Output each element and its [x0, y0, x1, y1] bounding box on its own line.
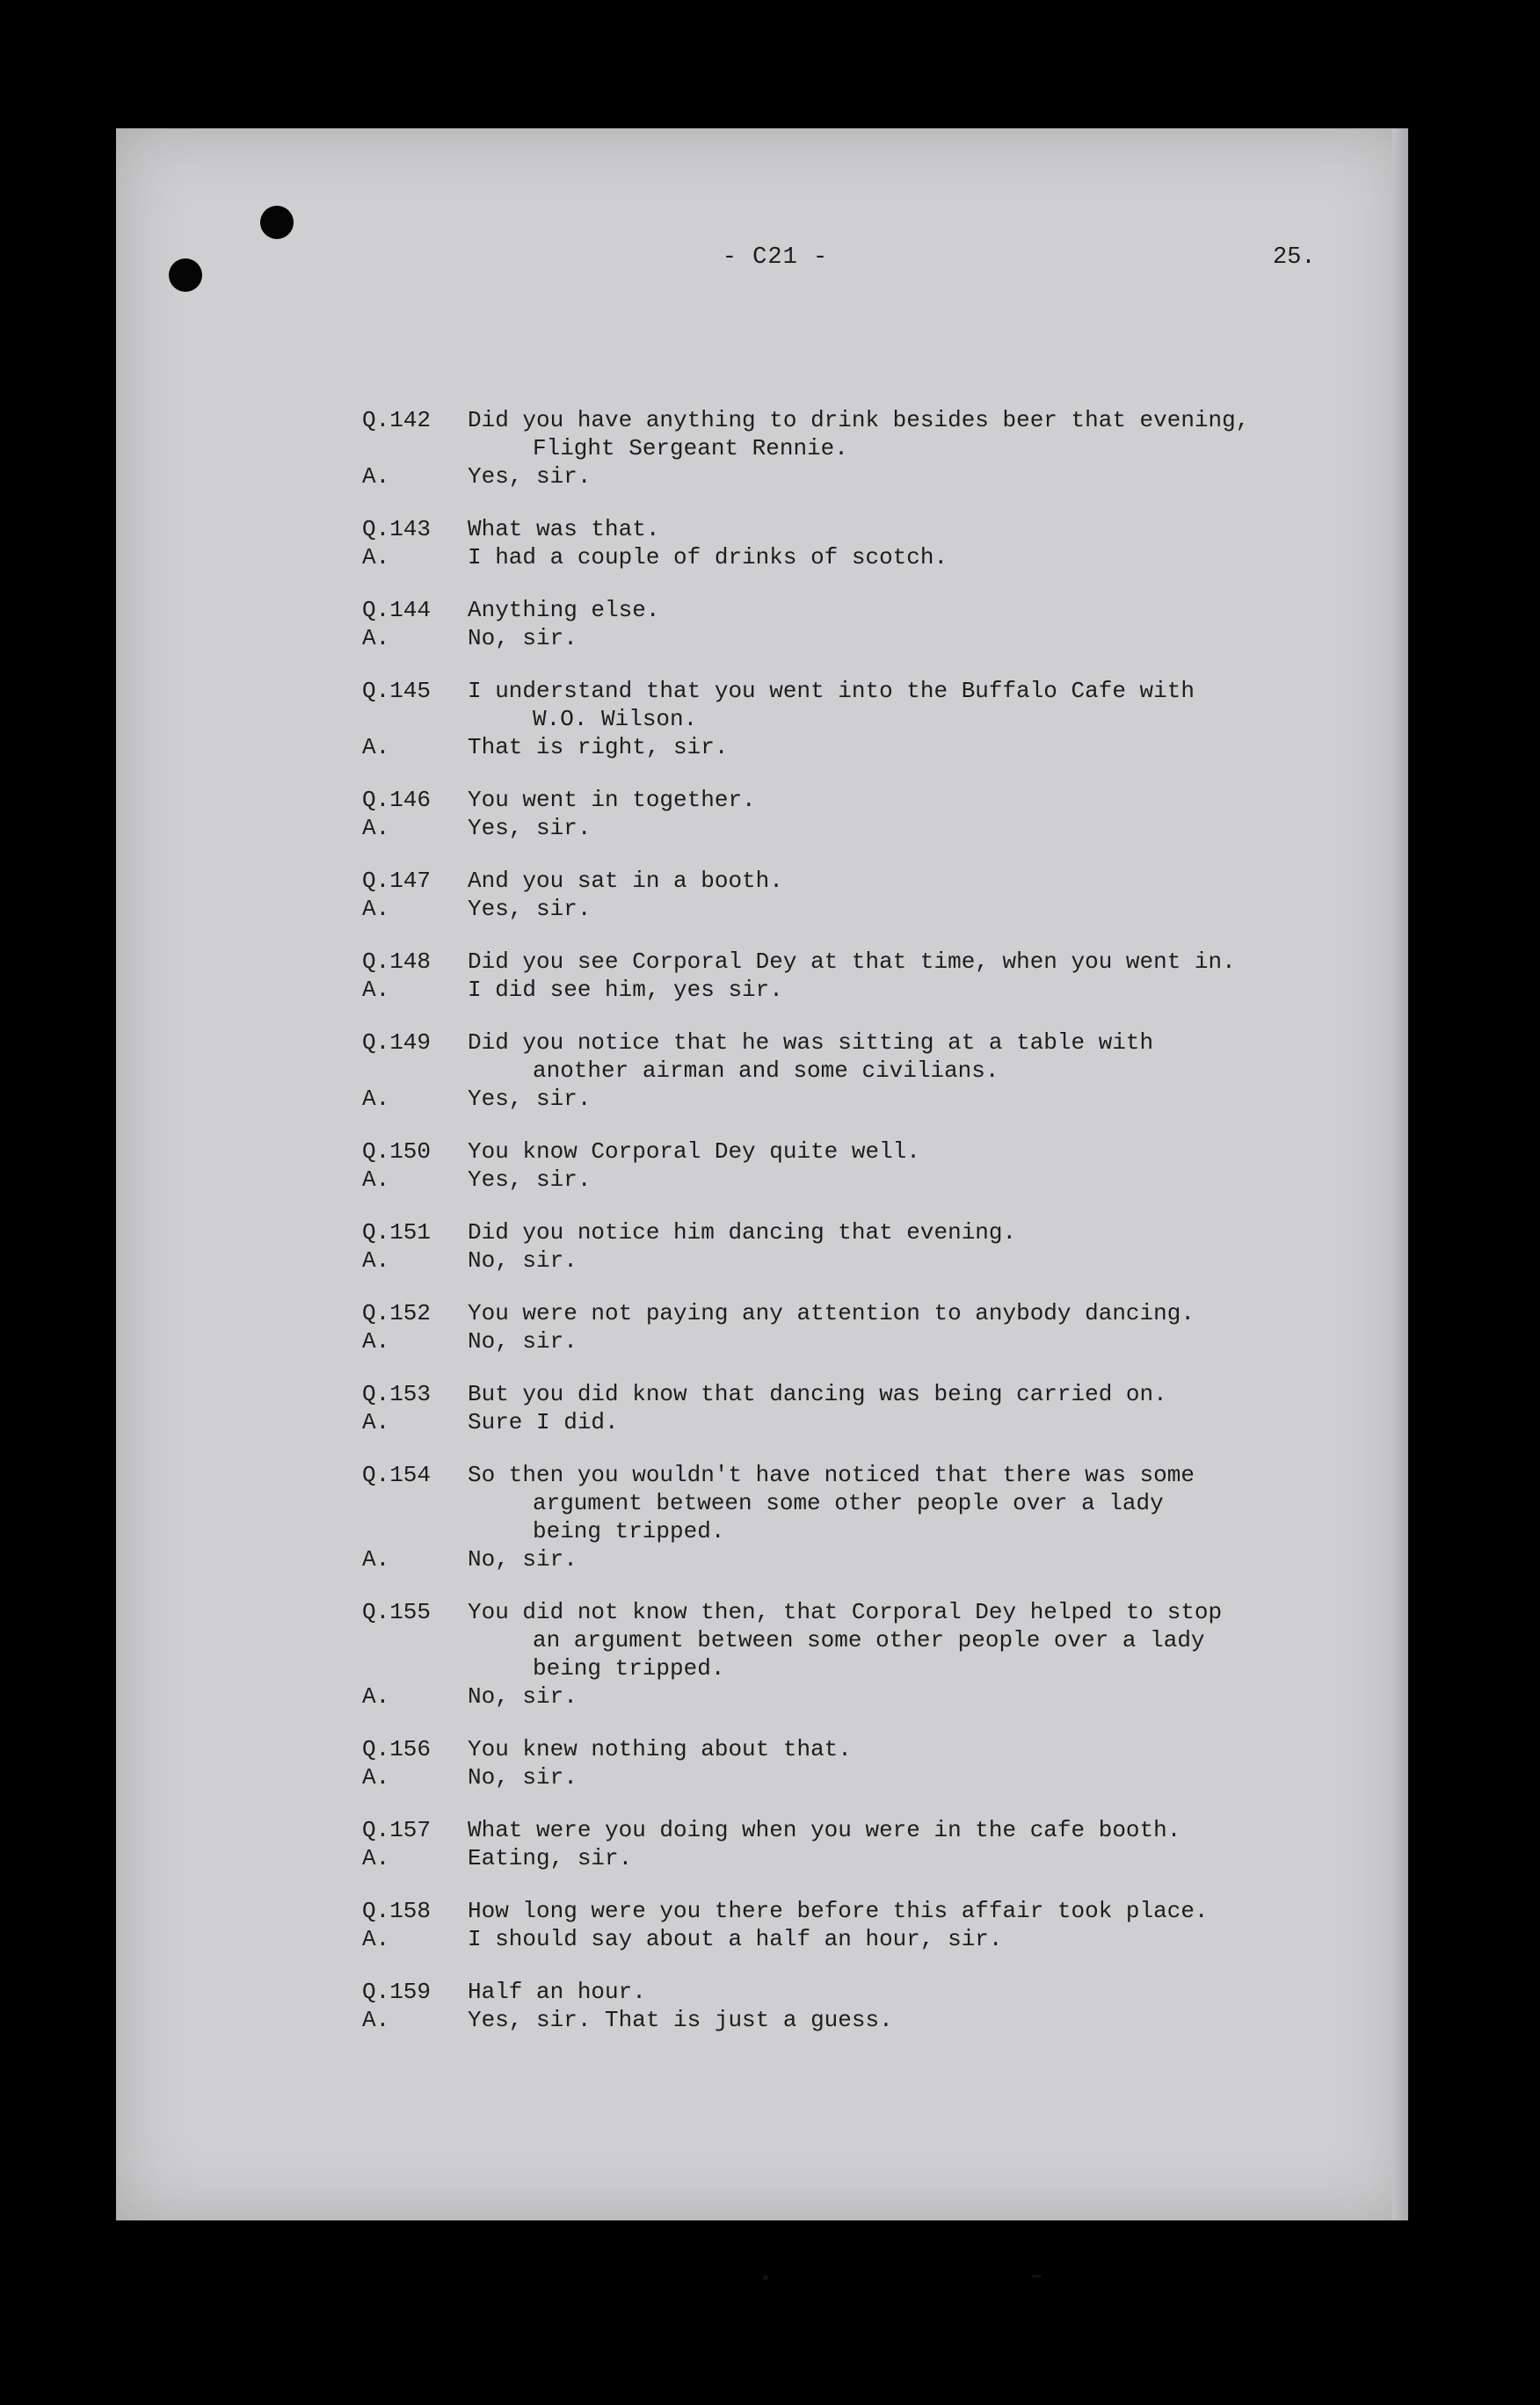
question-line: [362, 1735, 1329, 1763]
answer-text: No, sir.: [468, 1764, 578, 1791]
qa-entry: [362, 1598, 1329, 1735]
question-label: Q.147: [362, 868, 432, 894]
question-line: [362, 948, 1329, 976]
qa-entry: [362, 1299, 1329, 1380]
question-text: I understand that you went into the Buffalo Cafe with: [468, 678, 1195, 704]
answer-text: Yes, sir.: [468, 1086, 592, 1112]
answer-label: A.: [362, 734, 390, 760]
question-line: [362, 1598, 1329, 1626]
answer-text: I had a couple of drinks of scotch.: [468, 544, 948, 570]
entry-spacer: [362, 761, 1329, 786]
answer-line: [362, 976, 1329, 1004]
qa-entry: [362, 1461, 1329, 1598]
question-text: Did you notice him dancing that evening.: [468, 1219, 1017, 1246]
question-text: Did you see Corporal Dey at that time, when you went in.: [468, 948, 1236, 975]
question-line: [362, 1028, 1329, 1057]
answer-line: [362, 2006, 1329, 2034]
answer-label: A.: [362, 1764, 390, 1791]
question-line: [362, 1626, 1329, 1654]
film-speck: [763, 2275, 768, 2280]
question-label: Q.146: [362, 787, 432, 813]
question-text: What was that.: [468, 516, 660, 542]
question-label: Q.154: [362, 1462, 432, 1488]
answer-line: [362, 462, 1329, 490]
answer-text: No, sir.: [468, 1328, 578, 1355]
answer-text: I should say about a half an hour, sir.: [468, 1926, 1003, 1952]
question-line: [362, 596, 1329, 624]
entry-spacer: [362, 1355, 1329, 1380]
qa-entry: [362, 406, 1329, 515]
section-number: - C21 -: [722, 244, 829, 271]
answer-line: [362, 543, 1329, 571]
answer-line: [362, 1408, 1329, 1436]
entry-spacer: [362, 842, 1329, 867]
answer-label: A.: [362, 2007, 390, 2033]
question-text: And you sat in a booth.: [468, 868, 783, 894]
answer-text: Yes, sir.: [468, 463, 592, 490]
question-text: Did you have anything to drink besides beer that evening,: [468, 407, 1250, 433]
qa-entry: [362, 786, 1329, 867]
answer-label: A.: [362, 544, 390, 570]
answer-line: [362, 1085, 1329, 1113]
qa-entry: [362, 515, 1329, 596]
answer-label: A.: [362, 1845, 390, 1871]
question-text: Anything else.: [468, 597, 660, 623]
question-label: Q.148: [362, 948, 432, 975]
qa-entry: [362, 1137, 1329, 1218]
answer-line: [362, 1327, 1329, 1355]
answer-label: A.: [362, 463, 390, 490]
question-label: Q.143: [362, 516, 432, 542]
question-text: Did you notice that he was sitting at a table with: [468, 1029, 1154, 1056]
question-line: [362, 1654, 1329, 1682]
question-line: [362, 1218, 1329, 1246]
answer-label: A.: [362, 1166, 390, 1193]
answer-line: [362, 814, 1329, 842]
question-text: argument between some other people over a lady: [533, 1490, 1164, 1516]
answer-label: A.: [362, 1546, 390, 1573]
question-text: You went in together.: [468, 787, 756, 813]
answer-label: A.: [362, 977, 390, 1003]
question-line: [362, 1137, 1329, 1166]
entry-spacer: [362, 1436, 1329, 1461]
page-edge-shadow: [1392, 128, 1408, 2220]
question-line: [362, 1978, 1329, 2006]
question-text: another airman and some civilians.: [533, 1057, 999, 1084]
answer-label: A.: [362, 625, 390, 651]
answer-line: [362, 1166, 1329, 1194]
question-label: Q.150: [362, 1138, 432, 1165]
entry-spacer: [362, 1113, 1329, 1137]
answer-label: A.: [362, 1683, 390, 1710]
question-line: [362, 786, 1329, 814]
answer-line: [362, 1925, 1329, 1953]
entry-spacer: [362, 490, 1329, 515]
entry-spacer: [362, 571, 1329, 596]
transcript-body: [362, 406, 1329, 2059]
answer-text: That is right, sir.: [468, 734, 729, 760]
question-line: [362, 1517, 1329, 1545]
question-text: Flight Sergeant Rennie.: [533, 435, 848, 461]
question-label: Q.149: [362, 1029, 432, 1056]
question-text: You know Corporal Dey quite well.: [468, 1138, 920, 1165]
answer-text: No, sir.: [468, 1683, 578, 1710]
entry-spacer: [362, 1711, 1329, 1735]
punch-hole: [169, 258, 202, 292]
qa-entry: [362, 1218, 1329, 1299]
qa-entry: [362, 867, 1329, 948]
answer-text: Sure I did.: [468, 1409, 619, 1435]
entry-spacer: [362, 1573, 1329, 1598]
question-line: [362, 434, 1329, 462]
question-label: Q.156: [362, 1736, 432, 1762]
entry-spacer: [362, 1194, 1329, 1218]
answer-text: Yes, sir.: [468, 896, 592, 922]
question-text: You did not know then, that Corporal Dey helped to stop: [468, 1599, 1223, 1625]
qa-entry: [362, 1028, 1329, 1137]
question-line: [362, 867, 1329, 895]
answer-text: Yes, sir. That is just a guess.: [468, 2007, 893, 2033]
question-line: [362, 1057, 1329, 1085]
qa-entry: [362, 1897, 1329, 1978]
entry-spacer: [362, 923, 1329, 948]
qa-entry: [362, 948, 1329, 1028]
qa-entry: [362, 1735, 1329, 1816]
answer-label: A.: [362, 1086, 390, 1112]
question-label: Q.144: [362, 597, 432, 623]
answer-line: [362, 1682, 1329, 1711]
entry-spacer: [362, 1872, 1329, 1897]
question-label: Q.157: [362, 1817, 432, 1843]
answer-text: No, sir.: [468, 625, 578, 651]
question-text: W.O. Wilson.: [533, 706, 698, 732]
entry-spacer: [362, 1791, 1329, 1816]
qa-entry: [362, 1380, 1329, 1461]
question-line: [362, 1489, 1329, 1517]
qa-entry: [362, 677, 1329, 786]
answer-label: A.: [362, 896, 390, 922]
question-text: an argument between some other people over a lady: [533, 1627, 1205, 1653]
entry-spacer: [362, 652, 1329, 677]
qa-entry: [362, 1816, 1329, 1897]
entry-spacer: [362, 1953, 1329, 1978]
answer-text: Eating, sir.: [468, 1845, 633, 1871]
entry-spacer: [362, 1275, 1329, 1299]
question-text: How long were you there before this affair took place.: [468, 1898, 1209, 1924]
question-line: [362, 705, 1329, 733]
question-text: being tripped.: [533, 1655, 725, 1682]
question-label: Q.151: [362, 1219, 432, 1246]
answer-line: [362, 733, 1329, 761]
question-text: Half an hour.: [468, 1979, 646, 2005]
question-line: [362, 1380, 1329, 1408]
question-line: [362, 677, 1329, 705]
question-line: [362, 406, 1329, 434]
answer-text: No, sir.: [468, 1247, 578, 1274]
answer-label: A.: [362, 1409, 390, 1435]
answer-label: A.: [362, 1328, 390, 1355]
answer-line: [362, 1545, 1329, 1573]
answer-line: [362, 895, 1329, 923]
qa-entry: [362, 1978, 1329, 2059]
film-speck: [1032, 2275, 1041, 2278]
answer-label: A.: [362, 1247, 390, 1274]
question-line: [362, 1299, 1329, 1327]
question-line: [362, 1897, 1329, 1925]
answer-text: Yes, sir.: [468, 815, 592, 841]
answer-line: [362, 1844, 1329, 1872]
answer-label: A.: [362, 815, 390, 841]
question-line: [362, 515, 1329, 543]
entry-spacer: [362, 1004, 1329, 1028]
answer-text: Yes, sir.: [468, 1166, 592, 1193]
answer-text: No, sir.: [468, 1546, 578, 1573]
answer-line: [362, 624, 1329, 652]
question-label: Q.142: [362, 407, 432, 433]
question-text: You knew nothing about that.: [468, 1736, 852, 1762]
question-text: You were not paying any attention to anybody dancing.: [468, 1300, 1195, 1326]
question-text: But you did know that dancing was being carried on.: [468, 1381, 1167, 1407]
answer-line: [362, 1246, 1329, 1275]
question-label: Q.145: [362, 678, 432, 704]
question-label: Q.159: [362, 1979, 432, 2005]
answer-text: I did see him, yes sir.: [468, 977, 783, 1003]
punch-hole: [260, 206, 294, 239]
question-label: Q.153: [362, 1381, 432, 1407]
question-text: What were you doing when you were in the cafe booth.: [468, 1817, 1181, 1843]
page-number: 25.: [1273, 244, 1316, 271]
question-line: [362, 1816, 1329, 1844]
question-line: [362, 1461, 1329, 1489]
question-label: Q.152: [362, 1300, 432, 1326]
question-label: Q.155: [362, 1599, 432, 1625]
question-label: Q.158: [362, 1898, 432, 1924]
entry-spacer: [362, 2034, 1329, 2059]
question-text: So then you wouldn't have noticed that there was some: [468, 1462, 1195, 1488]
answer-line: [362, 1763, 1329, 1791]
question-text: being tripped.: [533, 1518, 725, 1544]
qa-entry: [362, 596, 1329, 677]
answer-label: A.: [362, 1926, 390, 1952]
